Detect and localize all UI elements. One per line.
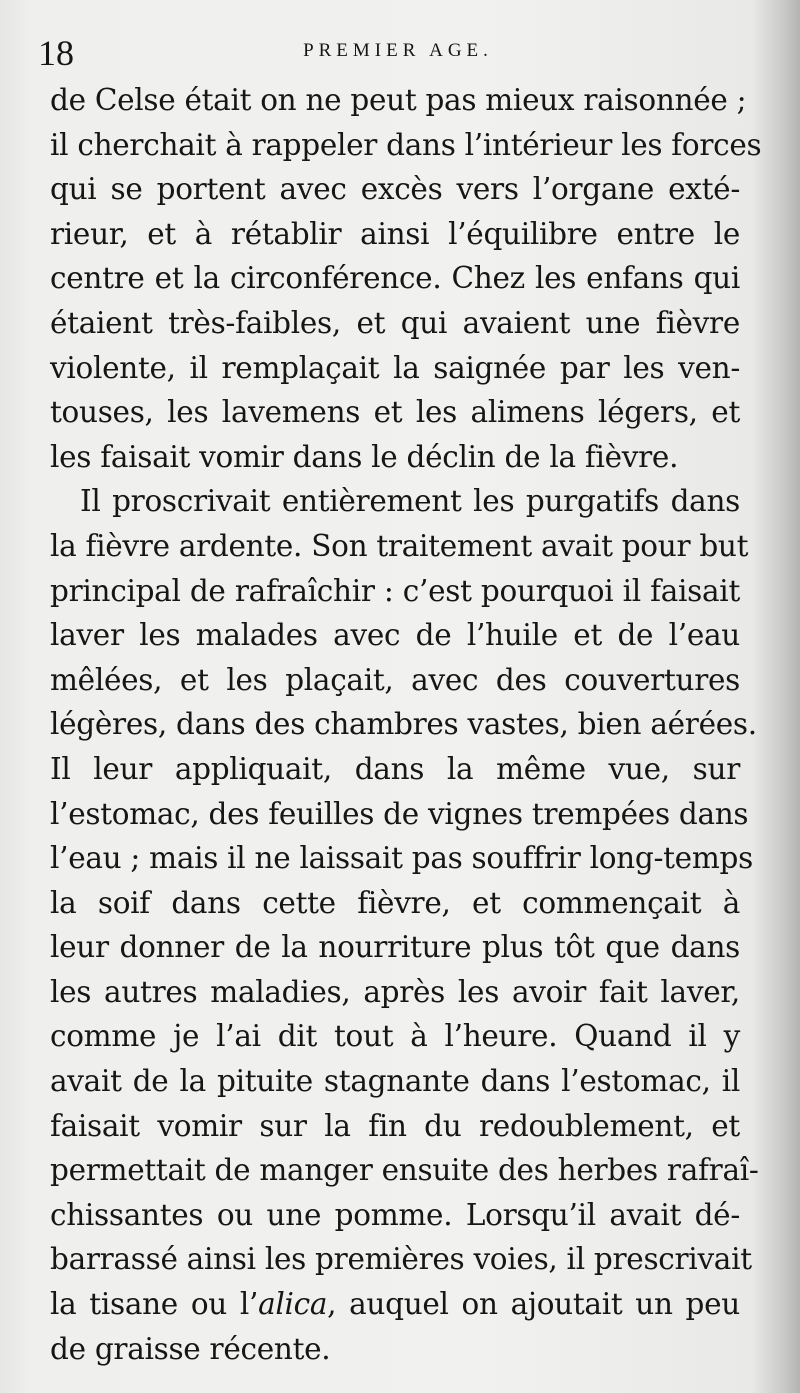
italic-term: alica	[258, 1287, 328, 1322]
text-line: mêlées, et les plaçait, avec des couvertures	[50, 662, 740, 697]
text-line: chissantes ou une pomme. Lorsqu’il avait dé-	[50, 1197, 740, 1232]
text-line: Il leur appliquait, dans la même vue, sur	[50, 751, 740, 786]
text-line: touses, les lavemens et les alimens légers, et	[50, 395, 740, 430]
text-line: centre et la circonférence. Chez les enfans qui	[50, 261, 740, 296]
text-line: barrassé ainsi les premières voies, il prescrivait	[50, 1242, 752, 1277]
text-line: les autres maladies, après les avoir fait laver,	[50, 974, 740, 1009]
body-text	[50, 78, 762, 1371]
text-line: de Celse était on ne peut pas mieux raisonnée ;	[50, 83, 747, 117]
line-segment: , auquel on ajoutait un peu	[327, 1287, 740, 1322]
paragraph-start-line: Il proscrivait entièrement les purgatifs dans	[80, 484, 740, 519]
text-line: étaient très-faibles, et qui avaient une fièvre	[50, 305, 740, 340]
text-line: les faisait vomir dans le déclin de la fièvre.	[50, 439, 679, 474]
text-line: l’estomac, des feuilles de vignes trempées dans	[50, 796, 749, 831]
text-line: la soif dans cette fièvre, et commençait à	[50, 885, 740, 920]
final-line: de graisse récente.	[50, 1331, 331, 1366]
running-head: PREMIER AGE.	[303, 40, 493, 61]
text-line: il cherchait à rappeler dans l’intérieur les forces	[50, 127, 762, 162]
text-line: principal de rafraîchir : c’est pourquoi il faisait	[50, 573, 740, 608]
page-number: 18	[38, 33, 74, 73]
text-line: rieur, et à rétablir ainsi l’équilibre entre le	[50, 216, 740, 251]
text-line: laver les malades avec de l’huile et de l’eau	[50, 618, 740, 653]
line-segment: la tisane ou l’	[50, 1287, 259, 1322]
text-line: leur donner de la nourriture plus tôt que dans	[50, 930, 740, 965]
text-line: violente, il remplaçait la saignée par les ven-	[50, 350, 740, 385]
text-line: avait de la pituite stagnante dans l’estomac, il	[50, 1064, 740, 1099]
text-line: faisait vomir sur la fin du redoublement, et	[50, 1108, 740, 1143]
text-line: la fièvre ardente. Son traitement avait pour but	[50, 528, 749, 563]
page-header	[38, 32, 740, 78]
text-line: comme je l’ai dit tout à l’heure. Quand il y	[50, 1019, 740, 1054]
text-line: permettait de manger ensuite des herbes rafraî-	[50, 1153, 759, 1188]
text-line: l’eau ; mais il ne laissait pas souffrir long-temps	[50, 841, 753, 876]
text-line: légères, dans des chambres vastes, bien aérées.	[50, 707, 757, 742]
text-line-with-italic	[50, 1282, 740, 1327]
text-line: qui se portent avec excès vers l’organe exté-	[50, 172, 740, 207]
